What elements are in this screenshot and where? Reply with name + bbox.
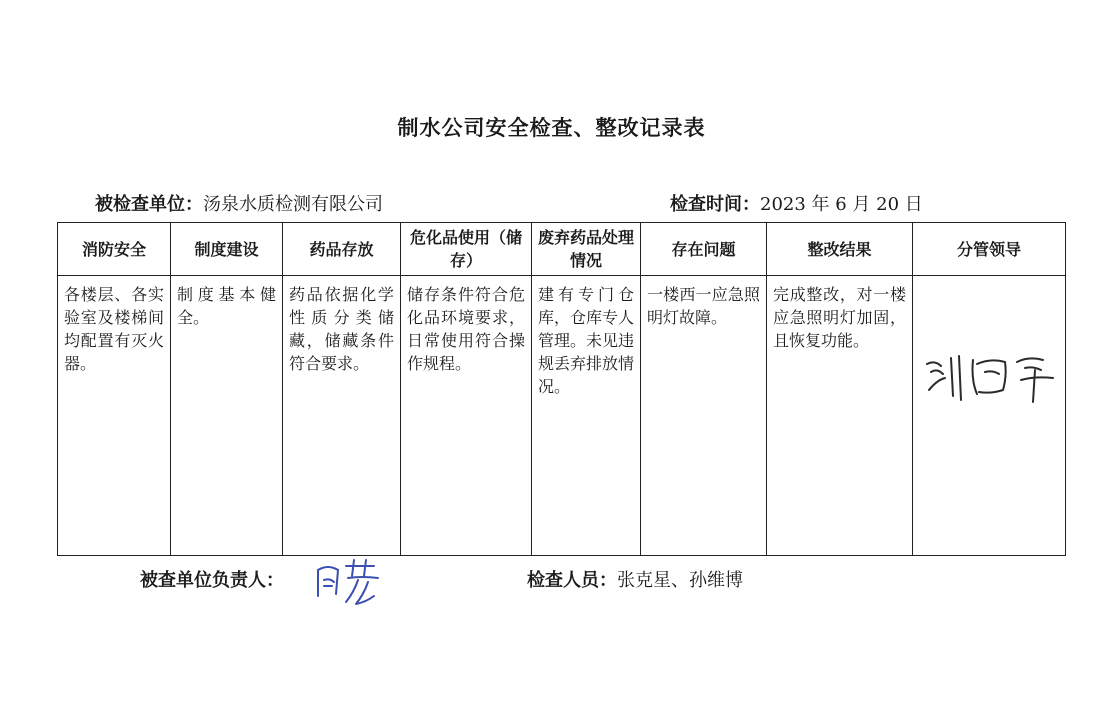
table-header-row	[58, 223, 1066, 276]
cell-rectification-result: 完成整改，对一楼应急照明灯加固，且恢复功能。	[767, 276, 913, 556]
leader-signature	[921, 346, 1061, 406]
cell-hazardous-use: 储存条件符合危化品环境要求，日常使用符合操作规程。	[401, 276, 532, 556]
cell-responsible-leader	[913, 276, 1066, 556]
inspectors-value: 张克星、孙维博	[617, 570, 743, 591]
header-rectification-result: 整改结果	[767, 223, 913, 276]
cell-chemical-storage: 药品依据化学性质分类储藏，储藏条件符合要求。	[283, 276, 401, 556]
responsible-person-label: 被查单位负责人：	[140, 570, 284, 591]
cell-system-building: 制度基本健全。	[171, 276, 283, 556]
responsible-signature	[312, 556, 384, 608]
inspection-time-value: 2023 年 6 月 20 日	[760, 194, 923, 215]
cell-existing-problems: 一楼西一应急照明灯故障。	[641, 276, 767, 556]
inspected-unit-label: 被检查单位：	[95, 194, 203, 215]
inspection-time	[670, 190, 923, 216]
header-hazardous-use: 危化品使用（储存）	[401, 223, 532, 276]
header-existing-problems: 存在问题	[641, 223, 767, 276]
header-fire-safety: 消防安全	[58, 223, 171, 276]
cell-fire-safety: 各楼层、各实验室及楼梯间均配置有灭火器。	[58, 276, 171, 556]
inspectors-label: 检查人员：	[527, 570, 617, 591]
inspection-time-label: 检查时间：	[670, 194, 760, 215]
inspectors	[527, 566, 743, 592]
header-waste-disposal: 废弃药品处理情况	[532, 223, 641, 276]
inspected-unit	[95, 190, 383, 216]
header-chemical-storage: 药品存放	[283, 223, 401, 276]
cell-waste-disposal: 建有专门仓库，仓库专人管理。未见违规丢弃排放情况。	[532, 276, 641, 556]
header-system-building: 制度建设	[171, 223, 283, 276]
table-row	[58, 276, 1066, 556]
inspection-table	[57, 222, 1066, 556]
inspected-unit-value: 汤泉水质检测有限公司	[203, 194, 383, 215]
document-title: 制水公司安全检查、整改记录表	[397, 115, 706, 140]
header-responsible-leader: 分管领导	[913, 223, 1066, 276]
